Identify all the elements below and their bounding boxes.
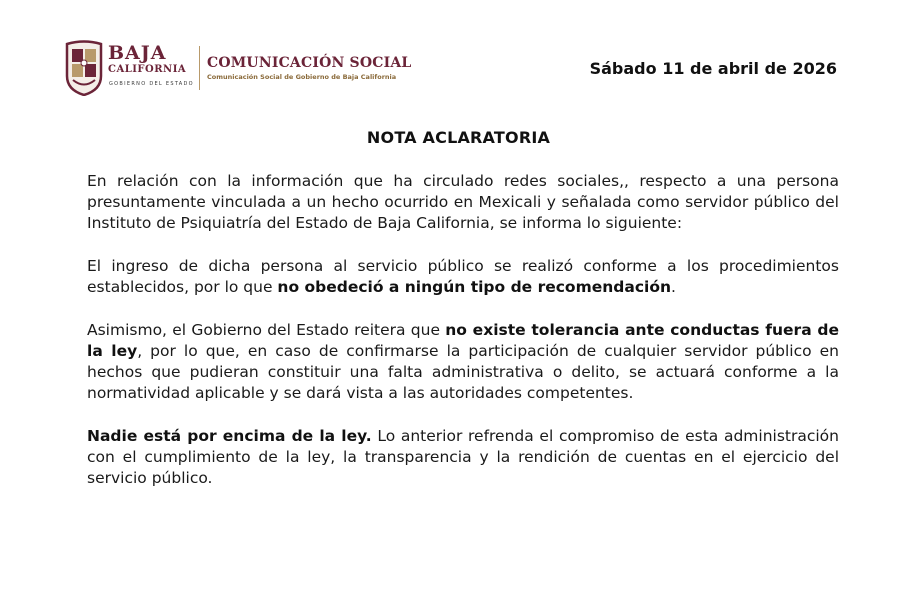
- paragraph-2-text-a: El ingreso de dicha persona al servicio público se realizó conforme a los procedimientos establecidos, por lo que: [87, 257, 839, 296]
- paragraph-3-text-c: , por lo que, en caso de confirmarse la participación de cualquier servidor público en hechos que pudieran constituir una falta administrativa o delito, se actuará conforme a la normatividad aplicable y se dará vista a las autoridades competentes.: [87, 342, 839, 402]
- logo-state: CALIFORNIA: [108, 64, 187, 75]
- paragraph-1: [87, 171, 839, 234]
- paragraph-2-emphasis: no obedeció a ningún tipo de recomendación: [277, 278, 672, 296]
- document-body: [87, 171, 839, 511]
- paragraph-3: [87, 320, 839, 404]
- letterhead: [0, 0, 917, 110]
- paragraph-4: [87, 426, 839, 489]
- paragraph-2: [87, 256, 839, 298]
- paragraph-3-text-a: Asimismo, el Gobierno del Estado reitera que: [87, 321, 446, 339]
- logo-name: BAJA: [108, 42, 167, 64]
- logo-tagline: GOBIERNO DEL ESTADO: [109, 81, 194, 87]
- header-divider: [199, 46, 200, 90]
- state-seal-icon: [64, 40, 104, 96]
- department-subtitle: Comunicación Social de Gobierno de Baja California: [207, 73, 397, 81]
- paragraph-1-text: En relación con la información que ha circulado redes sociales,, respecto a una persona presuntamente vinculada a un hecho ocurrido en Mexicali y señalada como servidor público del Instituto de Psiquiatría del Estado de Baja California, se informa lo siguiente:: [87, 172, 839, 232]
- document-title: NOTA ACLARATORIA: [366, 128, 551, 147]
- department-title: COMUNICACIÓN SOCIAL: [207, 55, 412, 71]
- paragraph-3-emphasis: no existe tolerancia ante conductas fuera de la ley: [87, 321, 840, 360]
- paragraph-2-text-c: .: [671, 278, 676, 296]
- paragraph-4-emphasis: Nadie está por encima de la ley.: [87, 427, 372, 445]
- paragraph-4-text-b: Lo anterior refrenda el compromiso de esta administración con el cumplimiento de la ley, la transparencia y la rendición de cuentas en el ejercicio del servicio público.: [87, 427, 839, 487]
- document-date: Sábado 11 de abril de 2026: [589, 59, 837, 78]
